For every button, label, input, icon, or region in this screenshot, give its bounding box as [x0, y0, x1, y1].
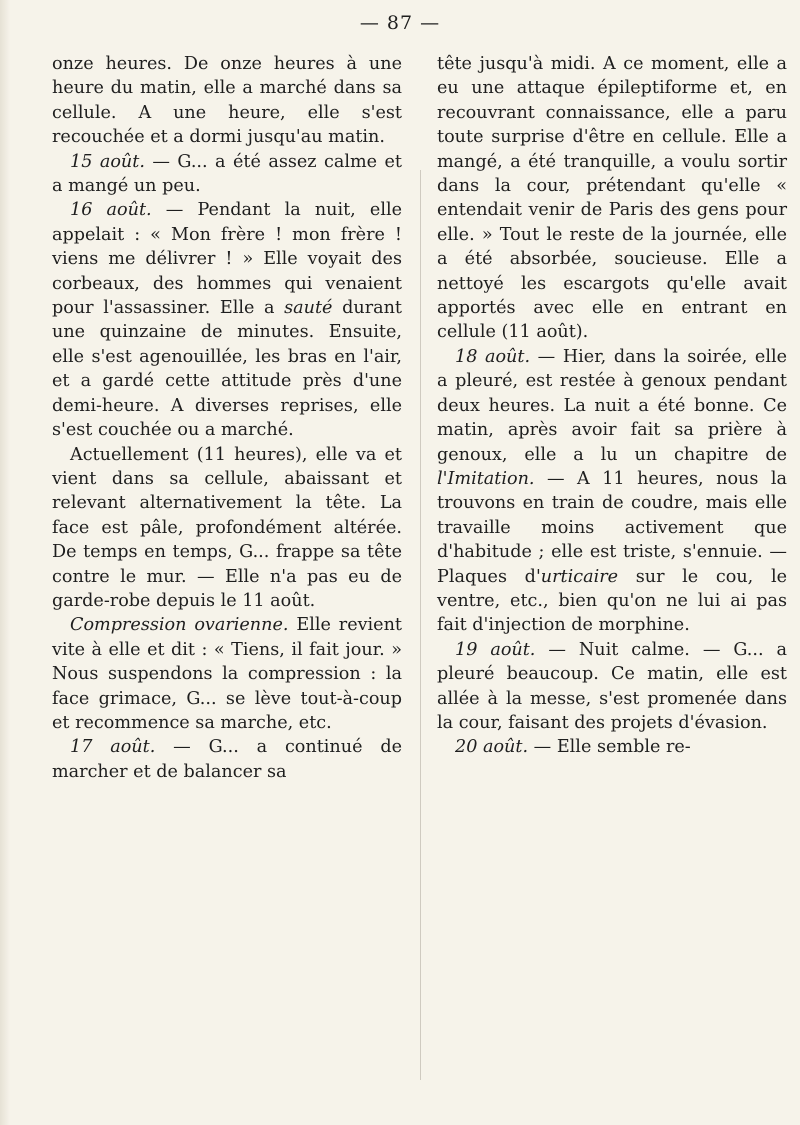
column-divider — [420, 170, 421, 1080]
paragraph-text: — Nuit calme. — G... a pleuré beaucoup. Ce matin, elle est allée à la messe, s'est promenée dans la cour, faisant des projets d'évasion. — [437, 639, 787, 733]
paragraph-aug-19 — [437, 638, 787, 736]
italic-word: sauté — [284, 298, 333, 319]
paragraph-text: Elle revient vite à elle et dit : « Tiens, il fait jour. » Nous suspendons la compression : la face grimace, G... se lève tout-à-coup et recommence sa marche, etc. — [52, 615, 402, 733]
date-label: 18 août. — [455, 346, 531, 367]
italic-word: urticaire — [540, 566, 619, 587]
date-label: 19 août. — [455, 639, 536, 660]
paragraph-aug-20 — [437, 735, 787, 759]
paragraph-text: durant une quinzaine de minutes. Ensuite, elle s'est agenouillée, les bras en l'air, et a gardé cette attitude près d'une demi-heure. A diverses reprises, elle s'est couchée ou a marché. — [52, 298, 402, 441]
paragraph-text: — Elle semble re- — [528, 737, 691, 758]
paragraph: tête jusqu'à midi. A ce moment, elle a eu une attaque épileptiforme et, en recouvrant connaissance, elle a paru toute surprise d'être en cellule. Elle a mangé, a été tranquille, a voulu sortir dans la cour, prétendant qu'elle « entendait venir de Paris des gens pour elle. » Tout le reste de la journée, elle a été absorbée, soucieuse. Elle a nettoyé les escargots qu'elle avait apportés avec elle en entrant en cellule (11 août). — [437, 54, 787, 343]
paragraph-actuellement: Actuellement (11 heures), elle va et vient dans sa cellule, abaissant et relevant alternativement la tête. La face est pâle, profondément altérée. De temps en temps, G... frappe sa tête contre le mur. — Elle n'a pas eu de garde-robe depuis le 11 août. — [52, 444, 402, 611]
paragraph-aug-17 — [52, 735, 402, 784]
page-number: — 87 — — [359, 12, 441, 34]
paragraph-text: — A 11 heures, nous la trouvons en train de coudre, mais elle travaille moins activement que d'habitude ; elle est triste, s'ennuie. — Plaques d' — [437, 468, 787, 587]
paragraph-text: — Hier, dans la soirée, elle a pleuré, est restée à genoux pendant deux heures. La nuit a été bonne. Ce matin, après avoir fait sa prière à genoux, elle a lu un chapitre de — [437, 346, 788, 465]
paragraph-aug-15 — [52, 150, 402, 199]
paragraph-text: sur le cou, le ventre, etc., bien qu'on ne lui ai pas fait d'injection de morphine. — [437, 566, 787, 636]
paragraph: onze heures. De onze heures à une heure du matin, elle a marché dans sa cellule. A une heure, elle s'est recouchée et a dormi jusqu'au matin. — [52, 54, 402, 148]
page-edge-shadow — [0, 0, 10, 1125]
paragraph-text: — G... a continué de marcher et de balancer sa — [52, 737, 402, 782]
italic-title: l'Imitation. — [437, 468, 535, 489]
paragraph-aug-16 — [52, 198, 402, 442]
date-label: 16 août. — [70, 200, 152, 221]
left-column — [52, 52, 402, 784]
paragraph-text: — G... a été assez calme et a mangé un peu. — [52, 151, 403, 197]
paragraph-compression — [52, 613, 402, 735]
date-label: 15 août. — [70, 151, 145, 172]
section-heading: Compression ovarienne. — [70, 615, 289, 636]
paragraph-aug-18 — [437, 345, 787, 638]
paragraph-text: — Pendant la nuit, elle appelait : « Mon frère ! mon frère ! viens me délivrer ! » Elle voyait des corbeaux, des hommes qui venaient pour l'assassiner. Elle a — [52, 200, 402, 319]
date-label: 20 août. — [455, 737, 529, 758]
right-column — [437, 52, 787, 760]
date-label: 17 août. — [70, 737, 156, 758]
